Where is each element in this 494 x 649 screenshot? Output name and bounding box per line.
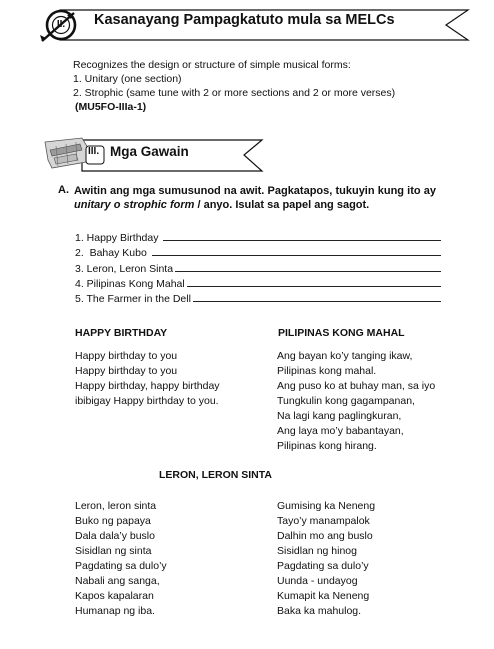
lyric-line: Tungkulin kong gagampanan, (277, 395, 415, 407)
melc-item-strophic: 2. Strophic (same tune with 2 or more sections and 2 or more verses) (73, 87, 396, 99)
answer-blank[interactable] (187, 286, 441, 287)
happy-birthday-lyrics (75, 349, 220, 409)
lyric-line: Leron, leron sinta (75, 500, 157, 512)
lyric-line: Dala dala’y buslo (75, 530, 155, 542)
melc-competency (73, 58, 395, 114)
lyric-line: Ang bayan ko’y tanging ikaw, (277, 350, 413, 362)
lyric-line: ibibigay Happy birthday to you. (75, 395, 219, 407)
lyric-line: Gumising ka Neneng (277, 500, 376, 512)
lyric-line: Happy birthday to you (75, 350, 178, 362)
lyric-line: Kapos kapalaran (75, 590, 154, 602)
lyric-line: Tayo’y manampalok (277, 515, 370, 527)
happy-birthday-title: HAPPY BIRTHDAY (75, 327, 168, 339)
lyric-line: Sisidlan ng hinog (277, 545, 357, 557)
lyric-line: Pagdating sa dulo’y (277, 560, 369, 572)
song-answer-list (75, 229, 443, 305)
lyric-line: Pilipinas kong mahal. (277, 365, 377, 377)
instruction-letter: A. (58, 184, 69, 196)
list-item (75, 244, 443, 259)
instruction-part1: Awitin ang mga sumusunod na awit. Pagkatapos, tukuyin kung ito ay (74, 185, 436, 197)
melc-code: (MU5FO-IIIa-1) (75, 101, 147, 113)
list-item-label: 3. Leron, Leron Sinta (75, 262, 174, 275)
lyric-line: Buko ng papaya (75, 515, 151, 527)
leron-lyrics-right (277, 499, 375, 619)
list-item-label: 4. Pilipinas Kong Mahal (75, 277, 185, 290)
list-item (75, 290, 443, 305)
lyric-line: Kumapit ka Neneng (277, 590, 370, 602)
answer-blank[interactable] (152, 255, 441, 256)
leron-title: LERON, LERON SINTA (159, 469, 272, 481)
lyric-line: Na lagi kang paglingkuran, (277, 410, 402, 422)
list-item-label: 5. The Farmer in the Dell (75, 292, 191, 305)
lyric-line: Sisidlan ng sinta (75, 545, 152, 557)
list-item (75, 275, 443, 290)
section-ii-number: II. (56, 19, 66, 30)
lyric-line: Happy birthday, happy birthday (75, 380, 220, 392)
section-iii-number: III. (88, 146, 100, 157)
list-item-label: 2. Bahay Kubo (75, 247, 150, 260)
answer-blank[interactable] (163, 240, 441, 241)
list-item (75, 229, 443, 244)
melc-intro: Recognizes the design or structure of simple musical forms: (73, 59, 351, 71)
lyric-line: Nabali ang sanga, (75, 575, 160, 587)
pilipinas-title: PILIPINAS KONG MAHAL (278, 327, 405, 339)
lyric-line: Ang laya mo’y babantayan, (277, 425, 404, 437)
pilipinas-lyrics (277, 349, 435, 454)
section-iii-title: Mga Gawain (110, 144, 189, 159)
section-ii-title: Kasanayang Pampagkatuto mula sa MELCs (94, 12, 395, 28)
instruction-part2: / anyo. Isulat sa papel ang sagot. (194, 199, 370, 211)
lyric-line: Pilipinas kong hirang. (277, 440, 377, 452)
lyric-line: Happy birthday to you (75, 365, 178, 377)
lyric-line: Ang puso ko at buhay man, sa iyo (277, 380, 436, 392)
lyric-line: Humanap ng iba. (75, 605, 155, 617)
leron-lyrics-left (75, 499, 167, 619)
lyric-line: Uunda - undayog (277, 575, 358, 587)
lyric-line: Dalhin mo ang buslo (277, 530, 373, 542)
lyric-line: Baka ka mahulog. (277, 605, 362, 617)
answer-blank[interactable] (193, 301, 441, 302)
list-item-label: 1. Happy Birthday (75, 232, 162, 245)
melc-item-unitary: 1. Unitary (one section) (73, 73, 182, 85)
list-item (75, 259, 443, 274)
lyric-line: Pagdating sa dulo’y (75, 560, 167, 572)
answer-blank[interactable] (175, 271, 441, 272)
instruction-emphasis: unitary o strophic form (74, 199, 195, 211)
instruction-text (74, 184, 436, 212)
